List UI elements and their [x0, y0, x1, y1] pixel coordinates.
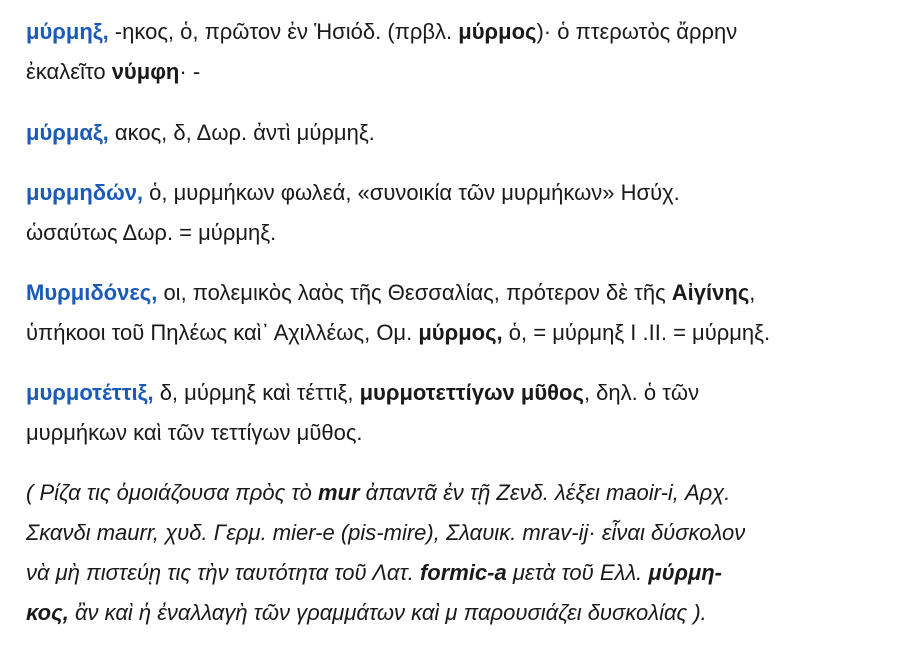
text-run: νὰ μὴ πιστεύῃ τις τὴν ταυτότητα τοῦ Λατ. — [26, 560, 420, 585]
text-run: ὁ, = μύρμηξ Ι .ΙΙ. = μύρμηξ. — [502, 320, 771, 345]
text-run: ακος, δ, Δωρ. ἀντὶ μύρμηξ. — [108, 120, 375, 145]
text-run: ἀπαντᾶ ἐν τῇ Ζενδ. λέξει maoir-i, Αρχ. — [359, 480, 731, 505]
etymology-note — [26, 473, 888, 633]
bold-term: formic-a — [419, 560, 507, 585]
text-run: )· ὁ πτερωτὸς ἄρρην — [536, 19, 738, 44]
text-run: , δηλ. ὁ τῶν — [583, 380, 700, 405]
bold-term: mur — [317, 480, 360, 505]
text-run: μυρμήκων καὶ τῶν τεττίγων μῦθος. — [26, 420, 363, 445]
text-run: ἐκαλεῖτο — [26, 59, 112, 84]
entry-myrmotettix — [26, 373, 888, 453]
bold-term: κος, — [26, 600, 69, 625]
text-run: ὁ, μυρμήκων φωλεά, «συνοικία τῶν μυρμήκων» Ησύχ. — [143, 180, 680, 205]
bold-term: μύρμος — [458, 19, 537, 44]
text-run: Σκανδι maurr, χυδ. Γερμ. mier-e (pis-mire), Σλαυικ. mrav-ij· εἶναι δύσκολον — [26, 520, 746, 545]
text-run: · - — [179, 59, 201, 84]
headword: Μυρμιδόνες, — [26, 280, 158, 305]
text-run: μετὰ τοῦ Ελλ. — [506, 560, 649, 585]
bold-term: μύρμη- — [648, 560, 723, 585]
text-run: -ηκος, ὁ, πρῶτον ἐν Ἡσιόδ. (πρβλ. — [108, 19, 459, 44]
headword: μυρμοτέττιξ, — [26, 380, 154, 405]
text-run: οι, πολεμικὸς λαὸς τῆς Θεσσαλίας, πρότερον δὲ τῆς — [157, 280, 672, 305]
bold-term: νύμφη — [111, 59, 180, 84]
text-run: δ, μύρμηξ καὶ τέττιξ, — [153, 380, 360, 405]
text-run: ( Ρίζα τις ὁμοιάζουσα πρὸς τὸ — [26, 480, 318, 505]
text-run: , — [749, 280, 756, 305]
headword: μύρμηξ, — [26, 19, 109, 44]
headword: μύρμαξ, — [26, 120, 109, 145]
bold-term: μύρμος, — [418, 320, 503, 345]
entry-myrmidones — [26, 273, 888, 353]
bold-term: μυρμοτεττίγων μῦθος — [359, 380, 584, 405]
text-run: ὡσαύτως Δωρ. = μύρμηξ. — [26, 220, 277, 245]
bold-term: Αἰγίνης — [671, 280, 750, 305]
entry-myrmax — [26, 113, 888, 153]
headword: μυρμηδών, — [26, 180, 144, 205]
text-run: ἂν καὶ ἡ ἐναλλαγὴ τῶν γραμμάτων καὶ μ παρουσιάζει δυσκολίας ). — [68, 600, 707, 625]
text-run: ὑπήκοοι τοῦ Πηλέως καὶ᾽ Αχιλλέως, Ομ. — [26, 320, 419, 345]
entry-myrmedon — [26, 173, 888, 253]
entry-myrmex — [26, 12, 888, 92]
